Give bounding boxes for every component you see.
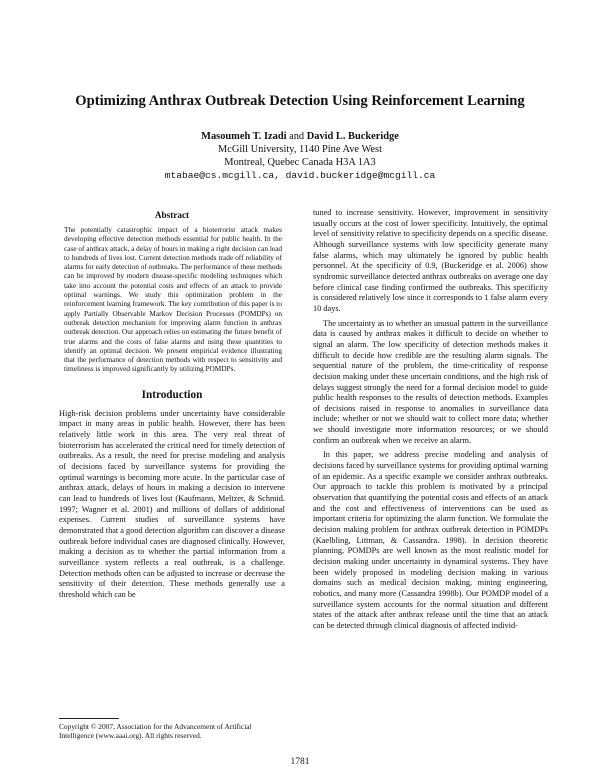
introduction-paragraph-1: High-risk decision problems under uncertainty have considerable impact in many areas in public health. However, there has been relatively little work in this area. The very real threat of bioterrorism has accelerated the critical need for timely detection of outbreaks. As a result, the need for precise modeling and analysis of decisions faced by surveillance systems for providing the optimal warnings is becoming more acute. In the particular case of anthrax attack, delays of hours in making a decision to intervene can lead to hundreds of lives lost (Kaufmann, Meltzer, & Schmid. 1997; Wagner et al. 2001) and millions of dollars of additional expenses. Current studies of surveillance systems have demonstrated that a good detection algorithm can discover a disease outbreak before individual cases are diagnosed clinically. However, making a decision as to whether the partial information from a surveillance system reflects a real outbreak, is a challenge. Detection methods often can be adjusted to increase or decrease the sensitivity of their detection. These methods generally use a threshold which can be <box>59 408 286 599</box>
left-column <box>59 210 285 601</box>
introduction-paragraph-2: The uncertainty as to whether an unusual pattern in the surveillance data is caused by anthrax makes it difficult to decide on whether to signal an alarm. The low specificity of detection methods makes it difficult to decide how credible are the resulting alarm signals. The sequential nature of the problem, the time-criticality of response decision making under these uncertain conditions, and the high risk of delays suggest strongly the need for a formal decision model to guide public health responses to the results of detection methods. Examples of decisions raised in response to anomalies in surveillance data include: whether or not we should wait to collect more data; whether we should investigate more information resources; or we should confirm an outbreak when we receive an alarm. <box>313 318 548 445</box>
footnote-rule <box>59 718 119 719</box>
introduction-paragraph-3: In this paper, we address precise modeling and analysis of decisions faced by surveillance systems for providing optimal warning of an epidemic. As a specific example we consider anthrax outbreaks. Our approach to tackle this problem is motivated by a principal observation that quantifying the potential costs and effects of an attack and the cost and effectiveness of interventions can be used as important criteria for optimizing the alarm function. We formulate the decision making problem for anthrax outbreak detection in POMDPs (Kaelbling, Littman, & Cassandra. 1998). In decision theoretic planning, POMDPs are well known as the most realistic model for decision making under uncertainty in dynamical systems. They have been widely proposed in modeling decision making in various domains such as medical decision making, mining engineering, robotics, and many more (Cassandra 1998b). Our POMDP model of a surveillance system accounts for the normal situation and different states of the attack after anthrax release until the time that an attack can be detected through clinical diagnosis of affected individ- <box>313 450 548 630</box>
right-column <box>313 208 548 632</box>
paper-title: Optimizing Anthrax Outbreak Detection Using Reinforcement Learning <box>75 93 525 109</box>
affiliation-line-2: Montreal, Quebec Canada H3A 1A3 <box>224 157 376 168</box>
author-emails: mtabae@cs.mcgill.ca, david.buckeridge@mcgill.ca <box>164 170 436 181</box>
abstract-heading: Abstract <box>154 210 190 220</box>
introduction-paragraph-1-continued: tuned to increase sensitivity. However, improvement in sensitivity usually occurs at the cost of lower specificity. Intuitively, the optimal level of sensitivity relative to specificity depends on a specific disease. Although surveillance systems with low specificity generate many false alarms, which may ultimately be ignored by public health personnel. At the specificity of 0.9, (Buckeridge et al. 2006) show syndromic surveillance detected anthrax outbreaks on average one day before clinical case finding confirmed the outbreaks. This specificity is considered relatively low since it corresponds to 1 false alarm every 10 days. <box>313 208 548 313</box>
author-1: Masoumeh T. Izadi <box>201 131 287 142</box>
author-2: David L. Buckeridge <box>306 131 399 142</box>
copyright-notice: Copyright © 2007, Association for the Advancement of Artificial Intelligence (www.aaai.org). All rights reserved. <box>59 722 252 741</box>
author-and: and <box>289 131 305 142</box>
author-names <box>40 130 560 143</box>
abstract-text: The potentially catastrophic impact of a bioterrorist attack makes developing effective detection methods essential for public health. In the case of anthrax attack, a delay of hours in making a right decision can lead to hundreds of lives lost. Current detection methods trade off reliability of alarms for early detection of outbreaks. The performance of these methods can be improved by modern disease-specific modeling techniques which take into account the potential costs and effects of an attack to provide optimal warnings. We study this optimization problem in the reinforcement learning framework. The key contribution of this paper is to apply Partially Observable Markov Decision Processes (POMDPs) on outbreak detection mechanism for improving alarm function in anthrax outbreak detection. Our approach relies on estimating the future benefit of true alarms and the costs of false alarms and using these quantities to identify an optimal decision. We present empirical evidence illustrating that the performance of detection methods with respect to sensitivity and timeliness is improved significantly by utilizing POMDPs. <box>64 225 282 374</box>
page-number: 1781 <box>290 757 310 767</box>
affiliation-line-1: McGill University, 1140 Pine Ave West <box>218 144 382 155</box>
introduction-heading: Introduction <box>141 388 203 401</box>
author-block <box>40 130 560 182</box>
